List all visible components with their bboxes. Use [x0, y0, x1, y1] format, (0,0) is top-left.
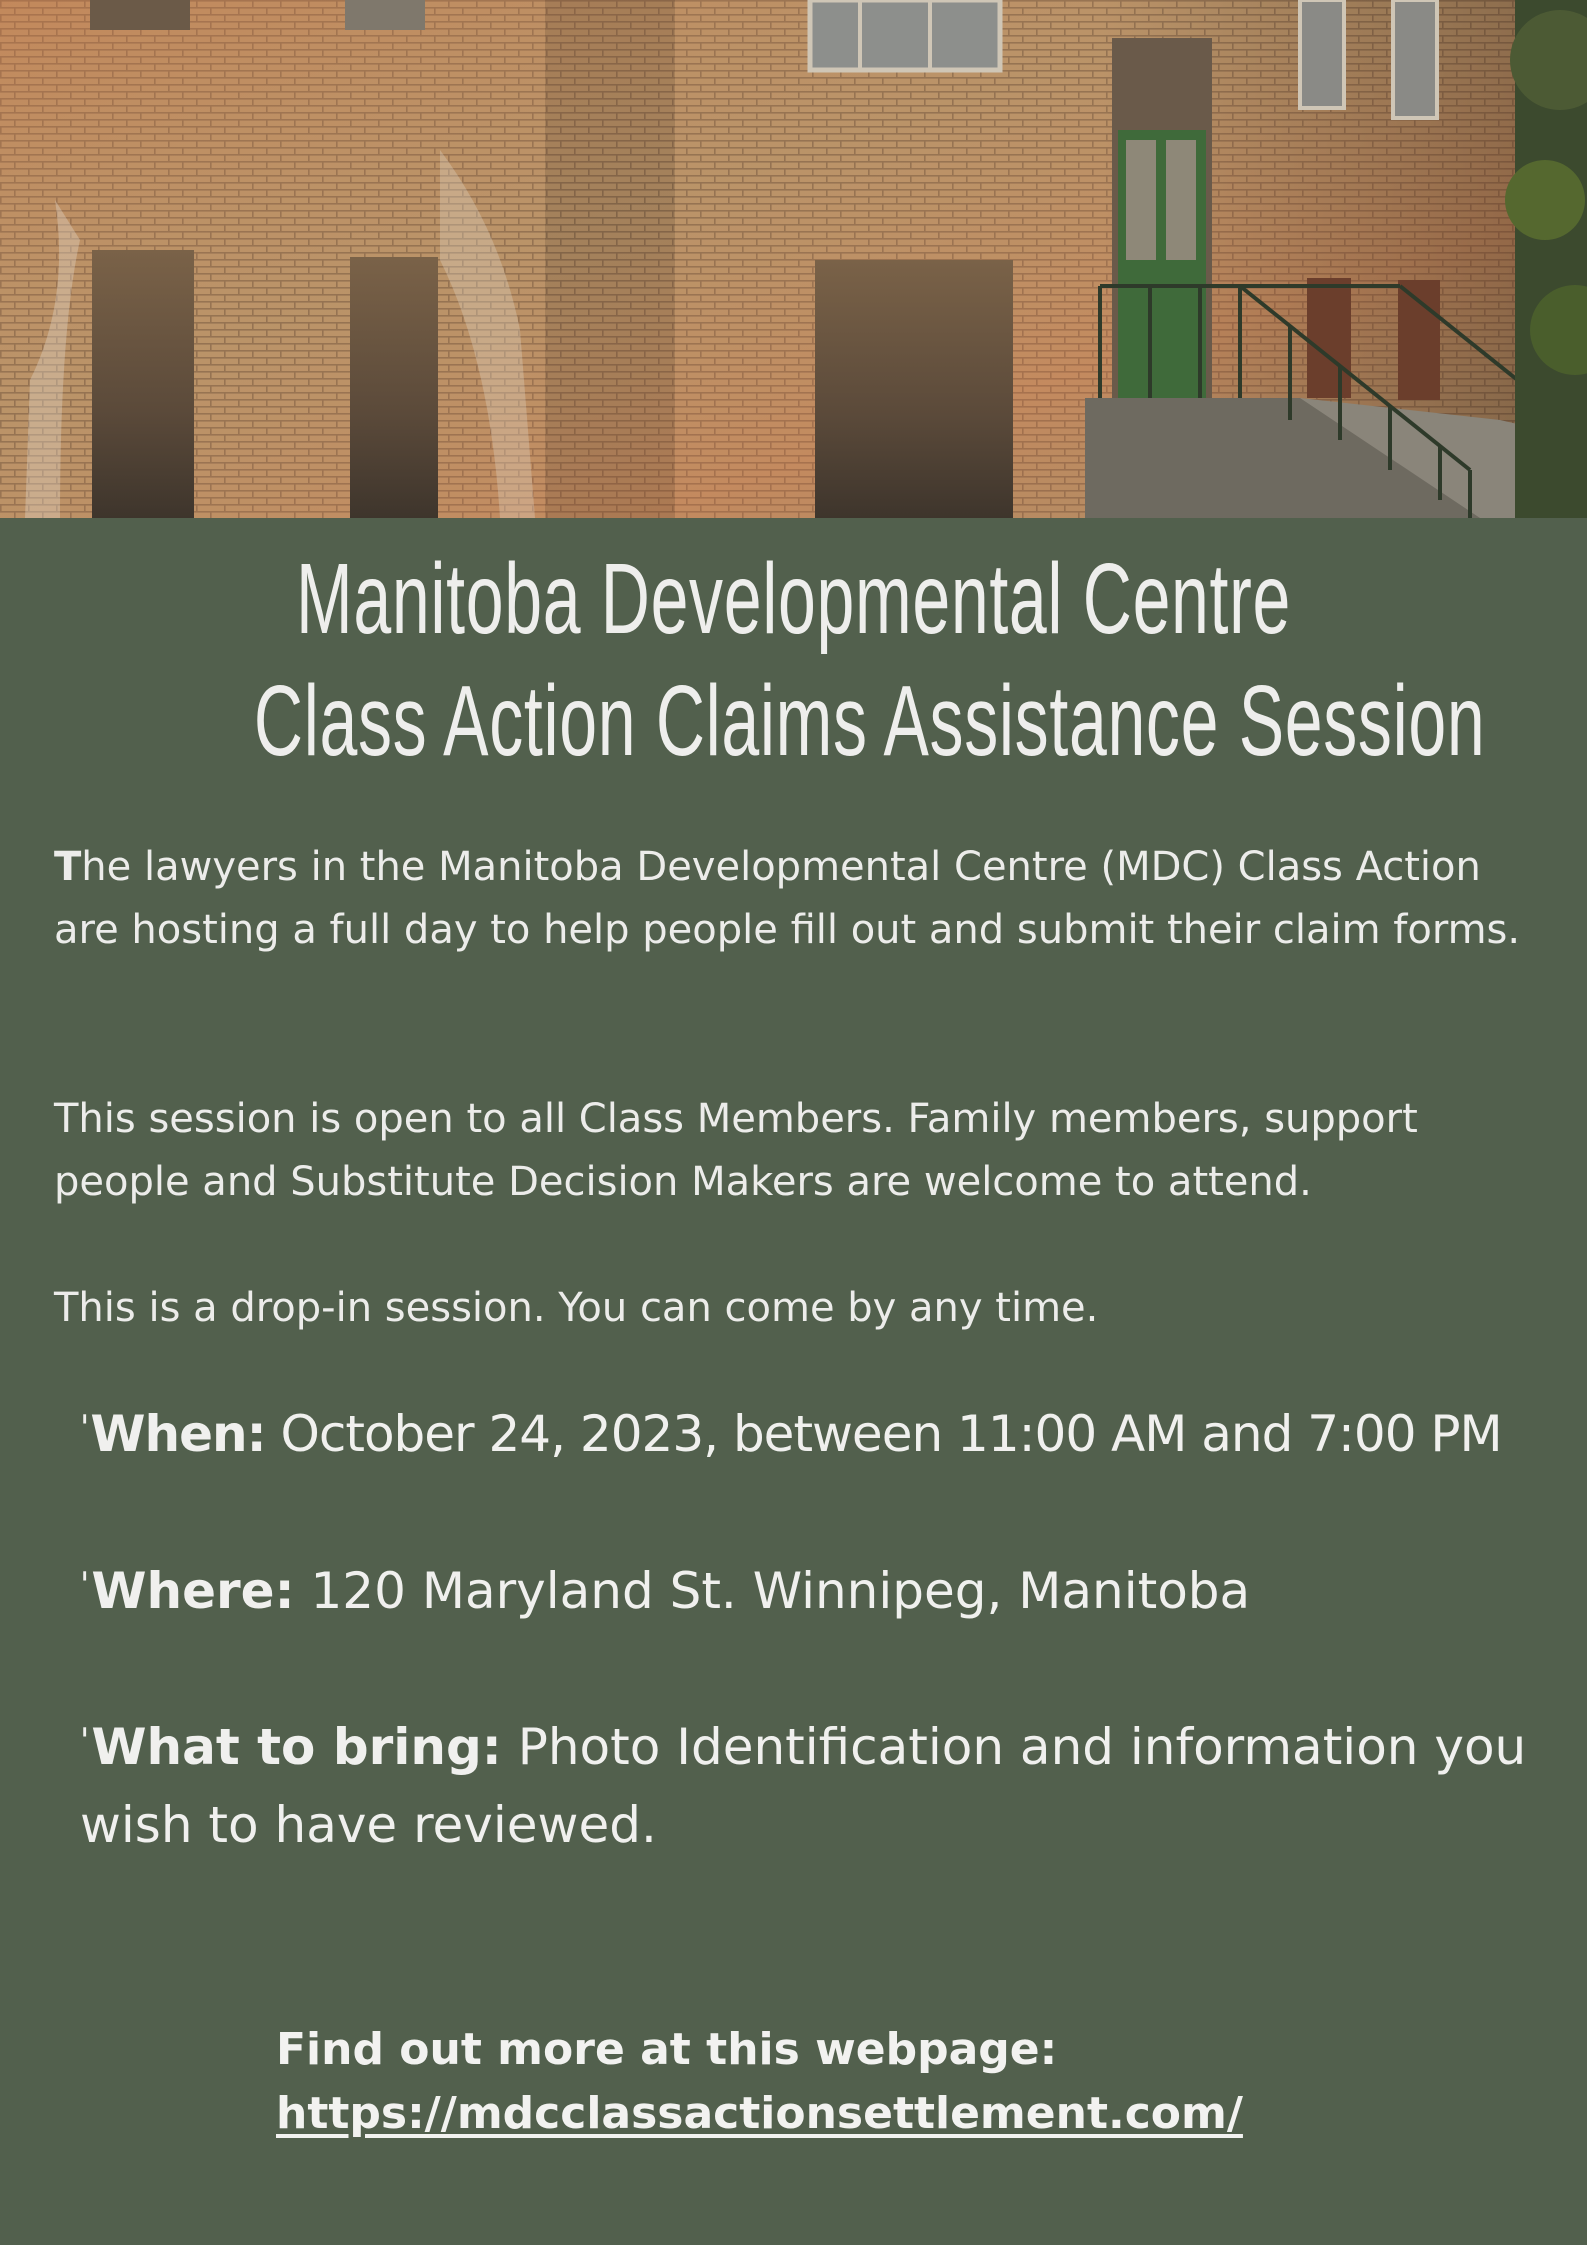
- where-value: 120 Maryland St. Winnipeg, Manitoba: [294, 1562, 1251, 1620]
- bring-value: Photo Identification and information you wish to have reviewed.: [80, 1718, 1527, 1854]
- bullet-mark: ': [80, 1408, 89, 1448]
- detail-when: [80, 1389, 1560, 1473]
- detail-what-to-bring: [80, 1702, 1560, 1864]
- title-line-2: Class Action Claims Assistance Session: [253, 665, 1486, 777]
- website-link[interactable]: https://mdcclassactionsettlement.com/: [276, 2088, 1243, 2139]
- title-line-1: Manitoba Developmental Centre: [296, 543, 1291, 655]
- page-title: [253, 538, 1486, 782]
- intro-paragraph-3: This is a drop-in session. You can come by any time.: [54, 1285, 1099, 1331]
- intro-first-letter: T: [54, 844, 82, 890]
- when-label: When:: [90, 1405, 266, 1463]
- intro-paragraph-1: [54, 836, 1544, 962]
- bullet-mark: ': [80, 1721, 90, 1761]
- hero-image: [0, 0, 1587, 518]
- detail-where: [80, 1546, 1560, 1630]
- footer-label: Find out more at this webpage:: [276, 2024, 1058, 2075]
- when-value: October 24, 2023, between 11:00 AM and 7:00 PM: [265, 1405, 1502, 1463]
- bring-label: What to bring:: [91, 1718, 502, 1776]
- intro-paragraph-1-text: he lawyers in the Manitoba Developmental Centre (MDC) Class Action are hosting a full day to help people fill out and submit their claim forms.: [54, 844, 1521, 953]
- intro-paragraph-2: This session is open to all Class Members. Family members, support people and Substitute Decision Makers are welcome to attend.: [54, 1096, 1418, 1205]
- where-label: Where:: [91, 1562, 295, 1620]
- footer: [276, 2018, 1376, 2146]
- brick-building-photo: [0, 0, 1587, 518]
- bullet-mark: ': [80, 1565, 90, 1605]
